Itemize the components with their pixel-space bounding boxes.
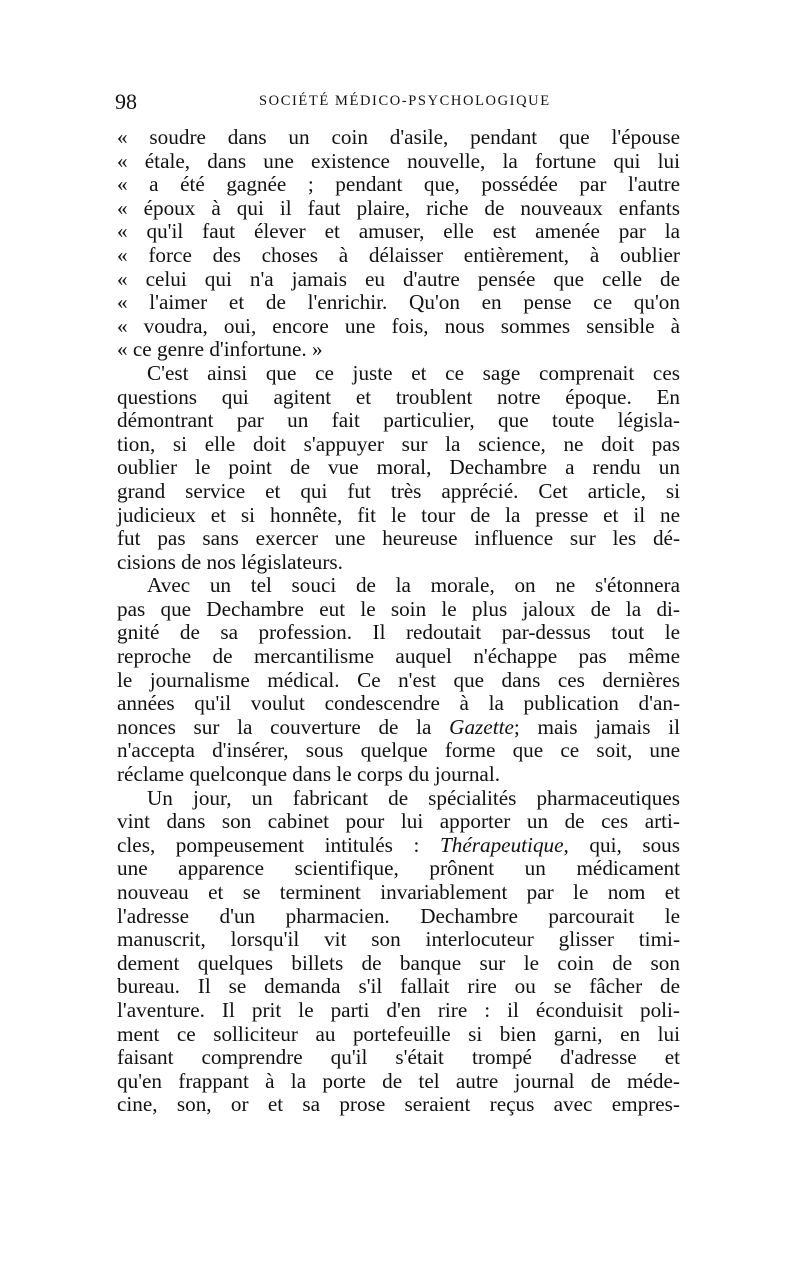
- text-line-content: ment ce solliciteur au portefeuille si bien garni, en lui: [117, 1021, 680, 1046]
- text-line: [117, 574, 680, 598]
- text-line-content: fut pas sans exercer une heureuse influence sur les dé-: [117, 526, 680, 551]
- text-line-content: Un jour, un fabricant de spécialités pharmaceutiques: [147, 785, 680, 810]
- text-line: [117, 975, 680, 999]
- text-line: [117, 645, 680, 669]
- text-line-content: années qu'il voulut condescendre à la publication d'an-: [117, 691, 680, 716]
- text-line-content: cine, son, or et sa prose seraient reçus avec empres-: [117, 1092, 680, 1117]
- text-line: [117, 928, 680, 952]
- text-line: [117, 787, 680, 811]
- text-line: [117, 220, 680, 244]
- text-line-content: judicieux et si honnête, fit le tour de la presse et il ne: [117, 502, 680, 527]
- text-line-content: qu'en frappant à la porte de tel autre journal de méde-: [117, 1068, 680, 1093]
- text-line: [117, 1093, 680, 1117]
- text-line-content: « étale, dans une existence nouvelle, la fortune qui lui: [117, 148, 680, 173]
- text-line-content: bureau. Il se demanda s'il fallait rire ou se fâcher de: [117, 974, 680, 999]
- text-line: [117, 1023, 680, 1047]
- text-line-content: questions qui agitent et troublent notre époque. En: [117, 384, 680, 409]
- text-line-continuation: ; mais jamais il: [513, 714, 680, 739]
- text-line: [117, 881, 680, 905]
- text-line-content: une apparence scientifique, prônent un médicament: [117, 856, 680, 881]
- body-text: [117, 126, 680, 1117]
- italic-title: Thérapeutique: [439, 832, 564, 857]
- text-line-content: « voudra, oui, encore une fois, nous sommes sensible à: [117, 313, 680, 338]
- text-line: [117, 504, 680, 528]
- text-line-content: dement quelques billets de banque sur le coin de son: [117, 950, 680, 975]
- text-line: [117, 433, 680, 457]
- text-line: [117, 409, 680, 433]
- text-line-content: « force des choses à délaisser entièrement, à oublier: [117, 242, 680, 267]
- text-line: [117, 150, 680, 174]
- text-line-content: l'aventure. Il prit le parti d'en rire : il éconduisit poli-: [117, 997, 680, 1022]
- text-line: [117, 291, 680, 315]
- text-line: [117, 669, 680, 693]
- text-line-continuation: , qui, sous: [563, 832, 681, 857]
- text-line: [117, 952, 680, 976]
- text-line: [117, 456, 680, 480]
- text-line-content: grand service et qui fut très apprécié. Cet article, si: [117, 478, 680, 503]
- text-line: [117, 244, 680, 268]
- text-line-content: « soudre dans un coin d'asile, pendant que l'épouse: [117, 125, 680, 149]
- text-line-content: reproche de mercantilisme auquel n'échappe pas même: [117, 644, 680, 669]
- text-line-content: « ce genre d'infortune. »: [117, 337, 323, 362]
- text-line-content: réclame quelconque dans le corps du journal.: [117, 762, 500, 787]
- text-line: [117, 527, 680, 551]
- text-line-content: « époux à qui il faut plaire, riche de nouveaux enfants: [117, 195, 680, 220]
- text-line-content: vint dans son cabinet pour lui apporter un de ces arti-: [117, 809, 680, 834]
- italic-title: Gazette: [449, 714, 514, 739]
- text-line-content: faisant comprendre qu'il s'était trompé d'adresse et: [117, 1045, 680, 1070]
- text-line-content: oublier le point de vue moral, Dechambre a rendu un: [117, 455, 680, 480]
- text-line-content: cles, pompeusement intitulés :: [117, 832, 420, 857]
- text-line: [117, 551, 680, 575]
- text-line: [117, 1046, 680, 1070]
- text-line-content: démontrant par un fait particulier, que toute législa-: [117, 408, 680, 433]
- text-line: [117, 315, 680, 339]
- text-line-content: pas que Dechambre eut le soin le plus jaloux de la di-: [117, 596, 680, 621]
- text-line: [117, 386, 680, 410]
- text-line: [117, 268, 680, 292]
- text-line-content: cisions de nos législateurs.: [117, 549, 343, 574]
- text-line: [117, 197, 680, 221]
- text-line: [117, 1070, 680, 1094]
- text-line-content: « a été gagnée ; pendant que, possédée par l'autre: [117, 172, 680, 197]
- text-line: [117, 126, 680, 150]
- text-line-content: nonces sur la couverture de la: [117, 714, 432, 739]
- text-line: [117, 173, 680, 197]
- text-line: [117, 999, 680, 1023]
- text-line-content: n'accepta d'insérer, sous quelque forme que ce soit, une: [117, 738, 680, 763]
- text-line: [117, 905, 680, 929]
- page-header: [115, 89, 680, 115]
- text-line-content: « celui qui n'a jamais eu d'autre pensée que celle de: [117, 266, 680, 291]
- text-line-content: gnité de sa profession. Il redoutait par-dessus tout le: [117, 620, 680, 645]
- text-line: [117, 598, 680, 622]
- page-number: 98: [115, 89, 137, 114]
- text-line-content: « qu'il faut élever et amuser, elle est amenée par la: [117, 219, 680, 244]
- text-line: [117, 338, 680, 362]
- text-line: [117, 857, 680, 881]
- text-line: [117, 716, 680, 740]
- text-line-content: Avec un tel souci de la morale, on ne s'étonnera: [147, 573, 680, 598]
- text-line-content: « l'aimer et de l'enrichir. Qu'on en pense ce qu'on: [117, 290, 680, 315]
- text-line-content: nouveau et se terminent invariablement par le nom et: [117, 880, 680, 904]
- text-line-content: C'est ainsi que ce juste et ce sage comprenait ces: [147, 360, 680, 385]
- text-line-content: tion, si elle doit s'appuyer sur la science, ne doit pas: [117, 431, 680, 456]
- text-line-content: manuscrit, lorsqu'il vit son interlocuteur glisser timi-: [117, 927, 680, 952]
- text-line: [117, 739, 680, 763]
- text-line: [117, 834, 680, 858]
- text-line: [117, 810, 680, 834]
- text-line: [117, 362, 680, 386]
- text-line: [117, 480, 680, 504]
- text-line-content: le journalisme médical. Ce n'est que dans ces dernières: [117, 667, 680, 692]
- text-line: [117, 621, 680, 645]
- text-line-content: l'adresse d'un pharmacien. Dechambre parcourait le: [117, 903, 680, 928]
- running-title: SOCIÉTÉ MÉDICO-PSYCHOLOGIQUE: [259, 93, 551, 109]
- text-line: [117, 763, 680, 787]
- text-line: [117, 692, 680, 716]
